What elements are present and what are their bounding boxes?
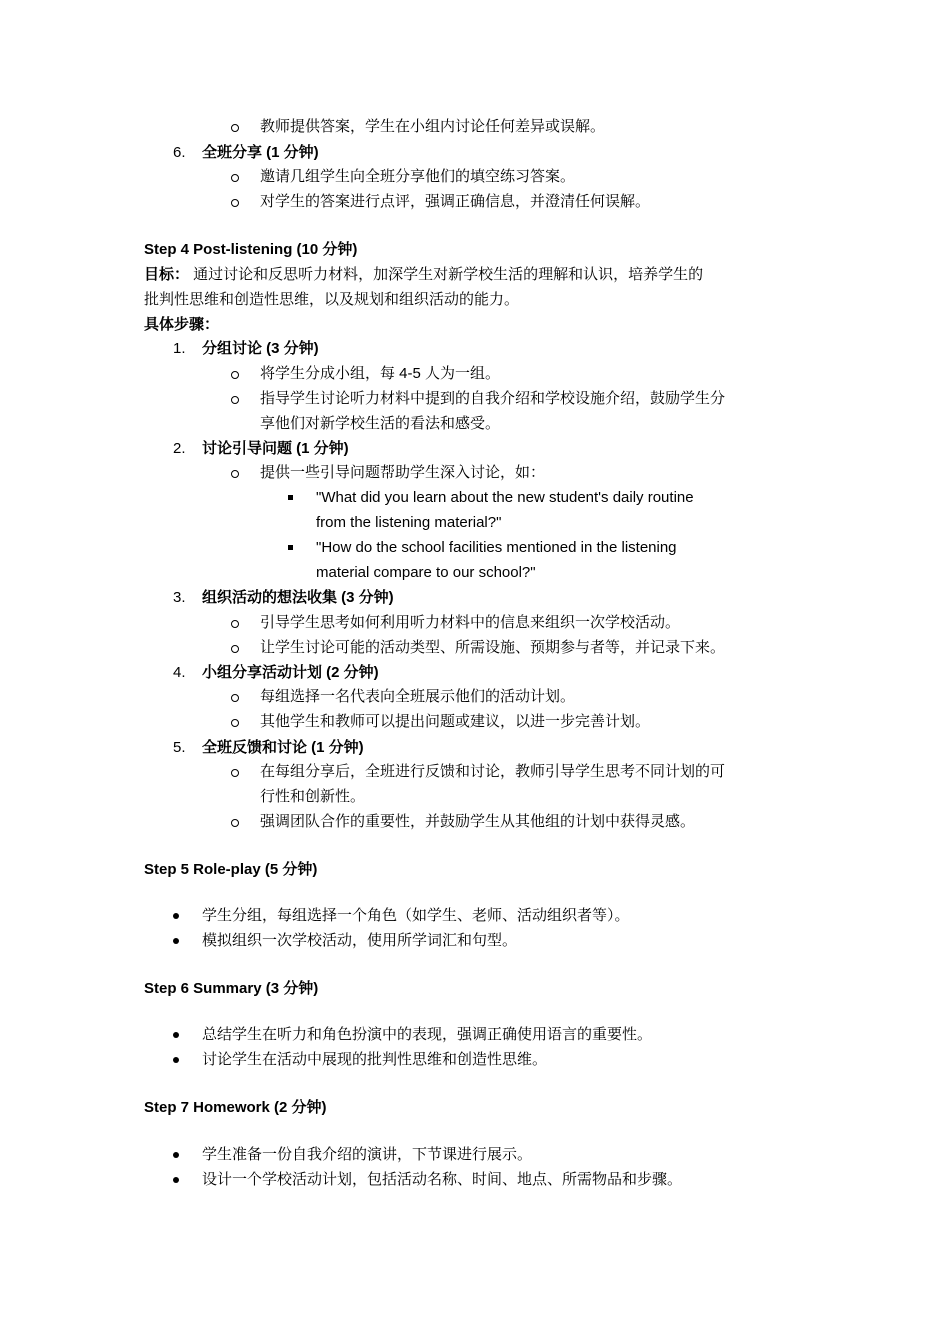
circle-bullet	[231, 620, 239, 628]
list-item-cont: 享他们对新学校生活的看法和感受。	[260, 415, 501, 432]
circle-bullet	[231, 371, 239, 379]
disc-bullet	[173, 1177, 179, 1183]
goal-label: 目标：	[144, 266, 190, 283]
list-item-title: 组织活动的想法收集 (3 分钟)	[202, 589, 394, 606]
list-item: 学生分组，每组选择一个角色（如学生、老师、活动组织者等）。	[202, 907, 630, 924]
square-bullet	[288, 495, 293, 500]
circle-bullet	[231, 124, 239, 132]
disc-bullet	[173, 938, 179, 944]
list-item: 将学生分成小组，每 4-5 人为一组。	[260, 365, 501, 382]
circle-bullet	[231, 396, 239, 404]
list-item: 在每组分享后，全班进行反馈和讨论，教师引导学生思考不同计划的可	[260, 763, 726, 780]
list-item-cont: 行性和创新性。	[260, 788, 366, 805]
list-item: 总结学生在听力和角色扮演中的表现，强调正确使用语言的重要性。	[202, 1026, 653, 1043]
circle-bullet	[231, 769, 239, 777]
list-item-title: 全班分享 (1 分钟)	[202, 144, 319, 161]
circle-bullet	[231, 174, 239, 182]
circle-bullet	[231, 470, 239, 478]
step4-heading: Step 4 Post-listening (10 分钟)	[144, 241, 358, 258]
list-item: 设计一个学校活动计划，包括活动名称、时间、地点、所需物品和步骤。	[202, 1171, 683, 1188]
list-item: 教师提供答案，学生在小组内讨论任何差异或误解。	[260, 118, 606, 135]
disc-bullet	[173, 1057, 179, 1063]
goal-text-cont: 批判性思维和创造性思维，以及规划和组织活动的能力。	[144, 291, 520, 308]
list-item: 引导学生思考如何利用听力材料中的信息来组织一次学校活动。	[260, 614, 681, 631]
list-item: 强调团队合作的重要性，并鼓励学生从其他组的计划中获得灵感。	[260, 813, 696, 830]
goal-line	[144, 265, 703, 285]
list-item-title: 全班反馈和讨论 (1 分钟)	[202, 739, 364, 756]
list-item-title: 小组分享活动计划 (2 分钟)	[202, 664, 379, 681]
question-item: "What did you learn about the new student's daily routine	[316, 489, 694, 506]
list-item: 学生准备一份自我介绍的演讲，下节课进行展示。	[202, 1146, 533, 1163]
circle-bullet	[231, 819, 239, 827]
list-item: 让学生讨论可能的活动类型、所需设施、预期参与者等，并记录下来。	[260, 639, 726, 656]
square-bullet	[288, 545, 293, 550]
list-number: 4.	[173, 664, 186, 681]
circle-bullet	[231, 645, 239, 653]
disc-bullet	[173, 913, 179, 919]
list-item: 其他学生和教师可以提出问题或建议，以进一步完善计划。	[260, 713, 651, 730]
list-number: 3.	[173, 589, 186, 606]
list-item: 指导学生讨论听力材料中提到的自我介绍和学校设施介绍，鼓励学生分	[260, 390, 726, 407]
circle-bullet	[231, 199, 239, 207]
step5-heading: Step 5 Role-play (5 分钟)	[144, 861, 318, 878]
list-item: 对学生的答案进行点评，强调正确信息，并澄清任何误解。	[260, 193, 651, 210]
question-item: "How do the school facilities mentioned in the listening	[316, 539, 677, 556]
list-item: 每组选择一名代表向全班展示他们的活动计划。	[260, 688, 576, 705]
step7-heading: Step 7 Homework (2 分钟)	[144, 1099, 327, 1116]
goal-text: 通过讨论和反思听力材料，加深学生对新学校生活的理解和认识，培养学生的	[189, 266, 704, 283]
circle-bullet	[231, 719, 239, 727]
list-item: 讨论学生在活动中展现的批判性思维和创造性思维。	[202, 1051, 548, 1068]
list-item-title: 讨论引导问题 (1 分钟)	[202, 440, 349, 457]
list-item-title: 分组讨论 (3 分钟)	[202, 340, 319, 357]
list-item: 邀请几组学生向全班分享他们的填空练习答案。	[260, 168, 576, 185]
list-number: 2.	[173, 440, 186, 457]
list-number: 1.	[173, 340, 186, 357]
disc-bullet	[173, 1152, 179, 1158]
question-item-cont: from the listening material?"	[316, 514, 502, 531]
step6-heading: Step 6 Summary (3 分钟)	[144, 980, 319, 997]
question-item-cont: material compare to our school?"	[316, 564, 536, 581]
circle-bullet	[231, 694, 239, 702]
steps-label: 具体步骤：	[144, 316, 220, 333]
disc-bullet	[173, 1032, 179, 1038]
list-number: 5.	[173, 739, 186, 756]
list-item: 模拟组织一次学校活动，使用所学词汇和句型。	[202, 932, 518, 949]
list-item: 提供一些引导问题帮助学生深入讨论，如：	[260, 464, 546, 481]
list-number: 6.	[173, 144, 186, 161]
